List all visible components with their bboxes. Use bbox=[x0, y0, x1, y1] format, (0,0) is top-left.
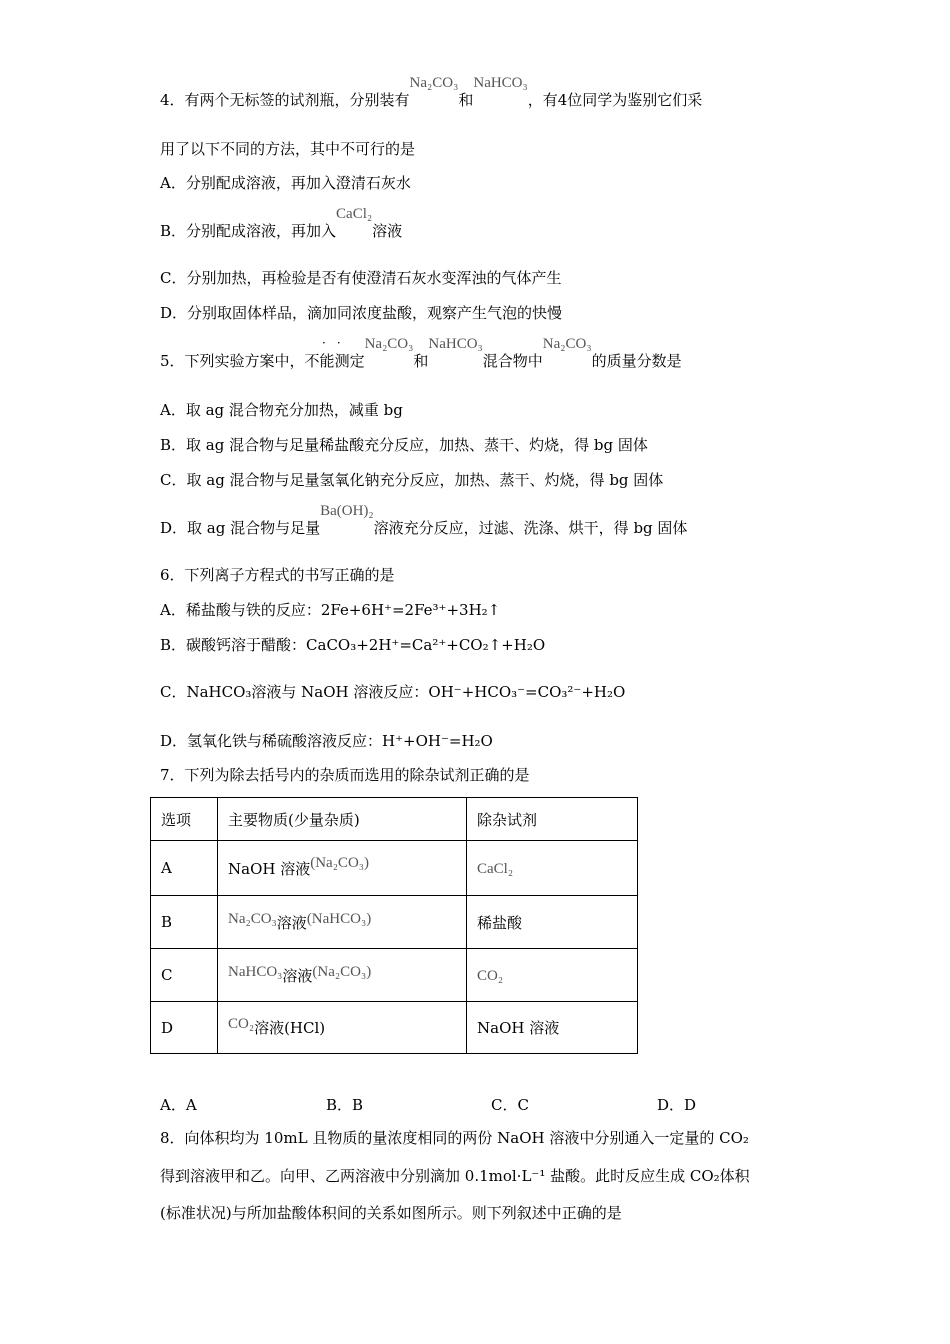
q7-option-c: C．C bbox=[491, 1096, 529, 1114]
q5-option-c: C．取 ag 混合物与足量氢氧化钠充分反应，加热、蒸干、灼烧，得 bg 固体 bbox=[160, 471, 664, 489]
q5-option-d: D．取 ag 混合物与足量Ba(OH)₂溶液充分反应，过滤、洗涤、烘干，得 bg 固体 bbox=[160, 503, 688, 537]
q6-option-b: B．碳酸钙溶于醋酸：CaCO₃+2H⁺=Ca²⁺+CO₂↑+H₂O bbox=[160, 636, 546, 654]
formula-nahco3: NaHCO₃ bbox=[473, 75, 528, 91]
table-row: B Na₂CO₃溶液(NaHCO₃) 稀盐酸 bbox=[151, 896, 638, 949]
q8-stem-line1: 8．向体积均为 10mL 且物质的量浓度相同的两份 NaOH 溶液中分别通入一定量的 CO₂ bbox=[160, 1129, 749, 1147]
emphasis-dots: ·· bbox=[322, 336, 352, 350]
q6-option-c: C．NaHCO₃溶液与 NaOH 溶液反应：OH⁻+HCO₃⁻=CO₃²⁻+H₂O bbox=[160, 683, 626, 701]
table-header-row bbox=[151, 798, 638, 841]
q7-option-b: B．B bbox=[326, 1096, 364, 1114]
q6-stem: 6．下列离子方程式的书写正确的是 bbox=[160, 566, 395, 584]
q5-option-b: B．取 ag 混合物与足量稀盐酸充分反应，加热、蒸干、灼烧，得 bg 固体 bbox=[160, 436, 648, 454]
q6-option-a: A．稀盐酸与铁的反应：2Fe+6H⁺=2Fe³⁺+3H₂↑ bbox=[160, 601, 501, 619]
emphasis-dotted: 不能 bbox=[304, 352, 335, 370]
q4-option-b: B．分别配成溶液，再加入CaCl₂溶液 bbox=[160, 206, 403, 240]
table-row: A NaOH 溶液(Na₂CO₃) CaCl₂ bbox=[151, 841, 638, 896]
formula-baoh2: Ba(OH)₂ bbox=[320, 503, 374, 519]
formula-na2co3: Na₂CO₃ bbox=[542, 336, 592, 352]
table-row: C NaHCO₃溶液(Na₂CO₃) CO₂ bbox=[151, 949, 638, 1002]
header-main-substance: 主要物质(少量杂质) bbox=[218, 798, 467, 841]
header-option: 选项 bbox=[151, 798, 218, 841]
q4-stem-line2: 用了以下不同的方法，其中不可行的是 bbox=[160, 140, 416, 158]
q7-stem: 7．下列为除去括号内的杂质而选用的除杂试剂正确的是 bbox=[160, 766, 530, 784]
formula-nahco3: NaHCO₃ bbox=[428, 336, 483, 352]
q4-option-d: D．分别取固体样品，滴加同浓度盐酸，观察产生气泡的快慢 bbox=[160, 304, 563, 322]
q7-option-a: A．A bbox=[160, 1096, 197, 1114]
q5-stem: 5．下列实验方案中，不能测定Na₂CO₃和NaHCO₃混合物中Na₂CO₃的质量分数是 bbox=[160, 336, 682, 370]
q4-option-c: C．分别加热，再检验是否有使澄清石灰水变浑浊的气体产生 bbox=[160, 269, 562, 287]
table-row: D CO₂溶液(HCl) NaOH 溶液 bbox=[151, 1002, 638, 1054]
q4-stem-line1: 4．有两个无标签的试剂瓶，分别装有Na₂CO₃和NaHCO₃，有4位同学为鉴别它们采 bbox=[160, 75, 703, 109]
q5-option-a: A．取 ag 混合物充分加热，减重 bg bbox=[160, 401, 403, 419]
formula-na2co3: Na₂CO₃ bbox=[409, 75, 459, 91]
q7-table bbox=[150, 797, 638, 1054]
q8-stem-line3: (标准状况)与所加盐酸体积间的关系如图所示。则下列叙述中正确的是 bbox=[160, 1204, 622, 1222]
q4-option-a: A．分别配成溶液，再加入澄清石灰水 bbox=[160, 174, 411, 192]
q6-option-d: D．氢氧化铁与稀硫酸溶液反应：H⁺+OH⁻=H₂O bbox=[160, 732, 493, 750]
q8-stem-line2: 得到溶液甲和乙。向甲、乙两溶液中分别滴加 0.1mol·L⁻¹ 盐酸。此时反应生成 CO₂体积 bbox=[160, 1167, 750, 1185]
header-reagent: 除杂试剂 bbox=[467, 798, 638, 841]
formula-na2co3: Na₂CO₃ bbox=[364, 336, 414, 352]
q7-option-d: D．D bbox=[657, 1096, 697, 1114]
formula-cacl2: CaCl₂ bbox=[336, 206, 373, 222]
